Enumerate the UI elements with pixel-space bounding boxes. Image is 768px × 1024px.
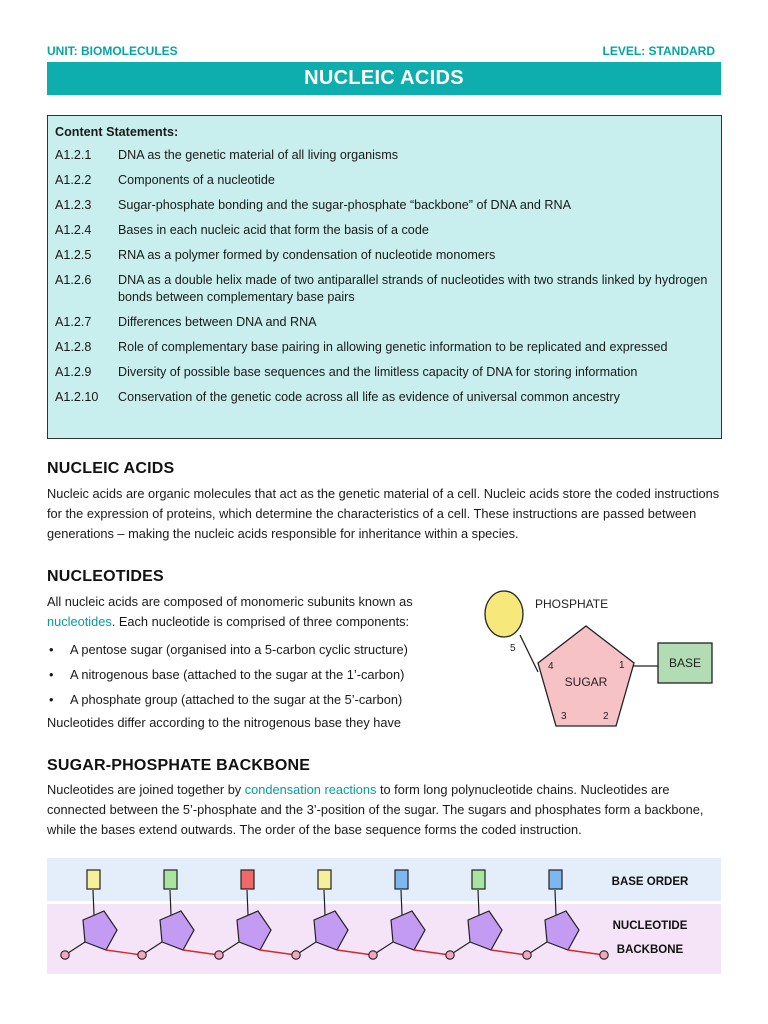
content-statement-row xyxy=(55,247,713,264)
content-statement-row xyxy=(55,147,713,164)
base-square xyxy=(87,870,100,889)
carbon-4-label: 4 xyxy=(548,661,554,672)
base-square xyxy=(164,870,177,889)
phosphate-dot xyxy=(138,951,146,959)
statement-text: Components of a nucleotide xyxy=(118,173,275,187)
nucleotides-link[interactable]: nucleotides xyxy=(47,614,112,629)
nucleotides-closing: Nucleotides differ according to the nitrogenous base they have xyxy=(47,715,402,730)
statement-code: A1.2.1 xyxy=(55,148,92,162)
nucleotides-intro-text-b: . Each nucleotide is comprised of three components: xyxy=(111,614,410,629)
content-statement-row xyxy=(55,314,713,331)
statement-code: A1.2.10 xyxy=(55,390,99,404)
statement-code: A1.2.8 xyxy=(55,340,92,354)
statement-text: Role of complementary base pairing in allowing genetic information to be replicated and expressed xyxy=(118,340,668,354)
carbon-1-label: 1 xyxy=(619,660,625,671)
backbone-diagram xyxy=(47,858,721,974)
nucleic-acids-paragraph: Nucleic acids are organic molecules that act as the genetic material of a cell. Nucleic acids store the coded instructions for the expression of proteins, which determine the characteristics of a cell. These instructions are passed between generations – making the nucleic acids responsible for inheritance within a species. xyxy=(47,486,720,541)
statement-code: A1.2.9 xyxy=(55,365,92,379)
content-statements-box xyxy=(47,115,722,439)
content-statement-row xyxy=(55,389,713,406)
nucleotide-diagram xyxy=(470,580,730,740)
phosphate-circle xyxy=(485,591,523,637)
content-statement-row xyxy=(55,272,713,306)
statement-code: A1.2.2 xyxy=(55,173,92,187)
nucleotide-backbone-label-line1: NUCLEOTIDE xyxy=(612,920,688,932)
content-statement-row xyxy=(55,222,713,239)
nucleotide-components-list xyxy=(47,637,477,712)
nucleic-acids-heading: NUCLEIC ACIDS xyxy=(47,460,175,477)
unit-label: UNIT: BIOMOLECULES xyxy=(47,44,178,58)
phosphate-bond xyxy=(520,635,538,672)
base-square xyxy=(549,870,562,889)
base-square xyxy=(395,870,408,889)
phosphate-dot xyxy=(600,951,608,959)
nucleotides-heading: NUCLEOTIDES xyxy=(47,568,164,585)
phosphate-dot xyxy=(215,951,223,959)
base-square xyxy=(472,870,485,889)
phosphate-dot xyxy=(446,951,454,959)
statement-text: Diversity of possible base sequences and the limitless capacity of DNA for storing information xyxy=(118,365,638,379)
content-statement-row xyxy=(55,197,713,214)
phosphate-dot xyxy=(61,951,69,959)
statement-code: A1.2.3 xyxy=(55,198,92,212)
statement-code: A1.2.4 xyxy=(55,223,92,237)
content-statements-list xyxy=(55,147,713,406)
phosphate-dot xyxy=(292,951,300,959)
backbone-paragraph: Nucleotides are joined together by condensation reactions to form long polynucleotide chains. Nucleotides are connected between the 5’-phosphate and the 3’-position of the sugar. The sugars and phosphates form a backbone, while the bases extend outwards. The order of the base sequence forms the coded instruction. xyxy=(47,782,704,837)
phosphate-label: PHOSPHATE xyxy=(535,597,609,611)
nucleotide-backbone-label-line2: BACKBONE xyxy=(616,944,684,956)
statement-text: Sugar-phosphate bonding and the sugar-phosphate “backbone” of DNA and RNA xyxy=(118,198,571,212)
statement-text: Conservation of the genetic code across all life as evidence of universal common ancestry xyxy=(118,390,620,404)
condensation-reactions-link[interactable]: condensation reactions xyxy=(244,782,377,797)
base-order-label: BASE ORDER xyxy=(611,876,689,888)
carbon-5-label: 5 xyxy=(510,643,516,654)
carbon-2-label: 2 xyxy=(603,711,609,722)
list-item: • A nitrogenous base (attached to the sugar at the 1’-carbon) xyxy=(49,667,405,682)
nucleotides-intro xyxy=(47,592,467,632)
content-statement-row xyxy=(55,364,713,381)
nucleotides-intro-text-a: All nucleic acids are composed of monomeric subunits known as xyxy=(47,594,413,609)
statement-text: Differences between DNA and RNA xyxy=(118,315,317,329)
phosphate-dot xyxy=(523,951,531,959)
statement-text: DNA as a double helix made of two antiparallel strands of nucleotides with two strands linked by hydrogen bonds between complementary base pairs xyxy=(118,273,708,304)
statement-text: RNA as a polymer formed by condensation of nucleotide monomers xyxy=(118,248,496,262)
level-label: LEVEL: STANDARD xyxy=(602,44,715,58)
statement-text: Bases in each nucleic acid that form the basis of a code xyxy=(118,223,429,237)
base-label: BASE xyxy=(668,656,702,670)
carbon-3-label: 3 xyxy=(561,711,567,722)
statement-code: A1.2.5 xyxy=(55,248,92,262)
base-square xyxy=(318,870,331,889)
base-square xyxy=(241,870,254,889)
page-title: NUCLEIC ACIDS xyxy=(47,62,721,95)
statement-code: A1.2.6 xyxy=(55,273,92,287)
list-item: • A phosphate group (attached to the sugar at the 5’-carbon) xyxy=(49,692,403,707)
phosphate-dot xyxy=(369,951,377,959)
backbone-heading: SUGAR-PHOSPHATE BACKBONE xyxy=(47,757,311,774)
statement-code: A1.2.7 xyxy=(55,315,92,329)
content-statement-row xyxy=(55,339,713,356)
statement-text: DNA as the genetic material of all living organisms xyxy=(118,148,398,162)
backbone-band xyxy=(47,904,721,974)
top-bar xyxy=(47,44,721,60)
sugar-label: SUGAR xyxy=(564,675,608,689)
content-statements-title: Content Statements: xyxy=(55,125,179,139)
list-item: • A pentose sugar (organised into a 5-carbon cyclic structure) xyxy=(49,642,408,657)
content-statement-row xyxy=(55,172,713,189)
